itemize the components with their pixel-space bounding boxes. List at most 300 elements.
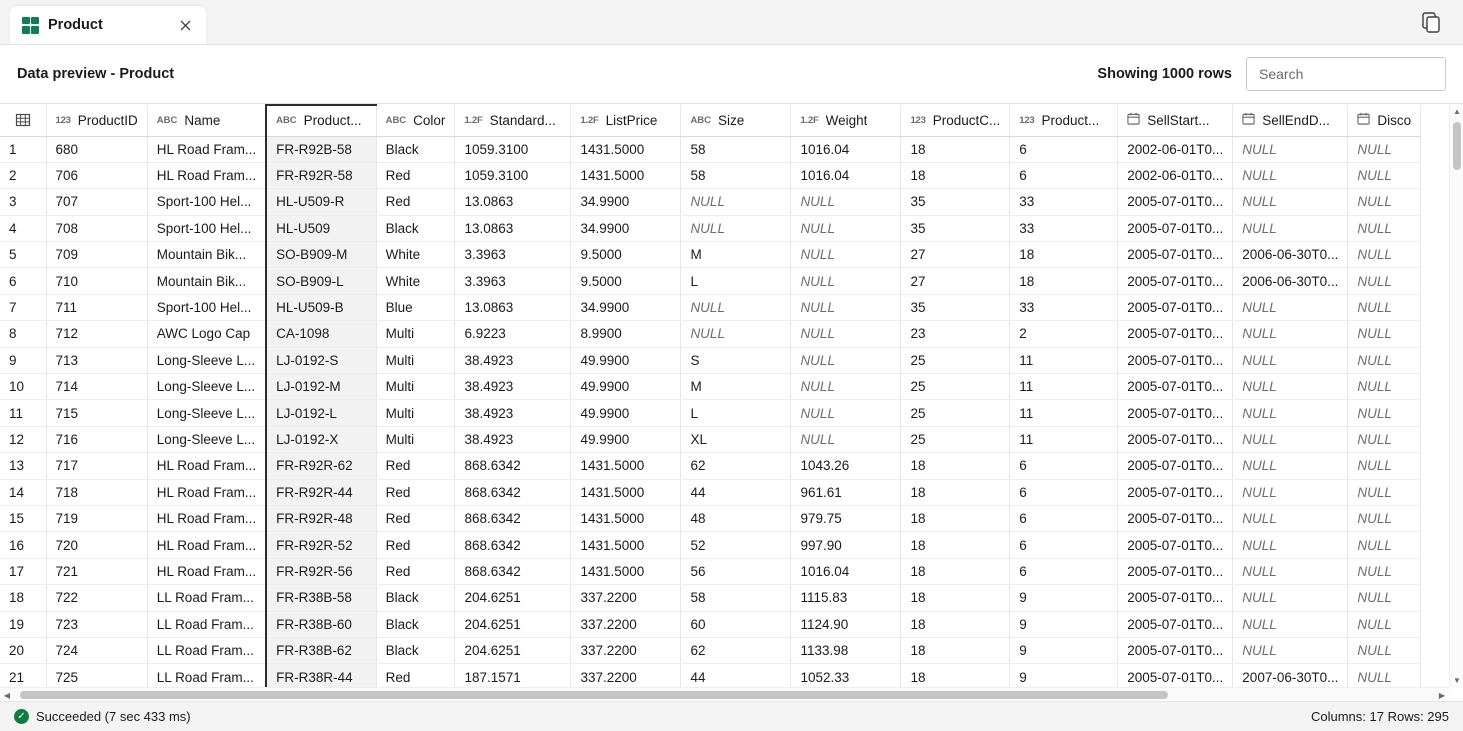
tab-product[interactable]: [10, 6, 206, 44]
row-number[interactable]: 5: [0, 242, 46, 268]
table-cell[interactable]: 868.6342: [455, 479, 571, 505]
column-header-weight[interactable]: [791, 105, 901, 136]
table-cell[interactable]: 1431.5000: [571, 479, 681, 505]
table-cell[interactable]: 2005-07-01T0...: [1118, 505, 1233, 531]
table-cell[interactable]: 720: [46, 532, 147, 558]
table-cell[interactable]: 3.3963: [455, 242, 571, 268]
table-cell[interactable]: 27: [901, 242, 1010, 268]
table-cell[interactable]: NULL: [1348, 162, 1421, 188]
table-cell[interactable]: Black: [376, 637, 455, 663]
table-cell[interactable]: 13.0863: [455, 294, 571, 320]
table-cell[interactable]: 2005-07-01T0...: [1118, 215, 1233, 241]
table-cell[interactable]: 6: [1010, 505, 1118, 531]
table-cell[interactable]: 1059.3100: [455, 136, 571, 162]
scroll-right-icon[interactable]: ▶: [1438, 690, 1446, 700]
table-row[interactable]: [0, 242, 1421, 268]
table-cell[interactable]: 49.9900: [571, 426, 681, 452]
table-cell[interactable]: 2005-07-01T0...: [1118, 585, 1233, 611]
table-cell[interactable]: 868.6342: [455, 453, 571, 479]
table-cell[interactable]: 6: [1010, 453, 1118, 479]
table-cell[interactable]: 18: [901, 136, 1010, 162]
table-cell[interactable]: NULL: [1348, 453, 1421, 479]
table-cell[interactable]: 35: [901, 294, 1010, 320]
table-cell[interactable]: NULL: [1233, 189, 1348, 215]
table-cell[interactable]: NULL: [791, 426, 901, 452]
table-cell[interactable]: 711: [46, 294, 147, 320]
table-cell[interactable]: Red: [376, 189, 455, 215]
table-cell[interactable]: 11: [1010, 426, 1118, 452]
table-cell[interactable]: L: [681, 400, 791, 426]
table-row[interactable]: [0, 374, 1421, 400]
row-number[interactable]: 17: [0, 558, 46, 584]
table-cell[interactable]: 1016.04: [791, 558, 901, 584]
table-row[interactable]: [0, 453, 1421, 479]
table-cell[interactable]: 27: [901, 268, 1010, 294]
table-cell[interactable]: FR-R92R-48: [266, 505, 376, 531]
table-cell[interactable]: 961.61: [791, 479, 901, 505]
table-cell[interactable]: NULL: [681, 294, 791, 320]
table-cell[interactable]: HL Road Fram...: [147, 532, 266, 558]
table-cell[interactable]: LL Road Fram...: [147, 664, 266, 690]
table-row[interactable]: [0, 136, 1421, 162]
table-cell[interactable]: 25: [901, 400, 1010, 426]
row-number[interactable]: 7: [0, 294, 46, 320]
copy-icon[interactable]: [1419, 10, 1443, 34]
table-cell[interactable]: 25: [901, 347, 1010, 373]
table-cell[interactable]: 25: [901, 426, 1010, 452]
table-cell[interactable]: 1431.5000: [571, 532, 681, 558]
table-cell[interactable]: 38.4923: [455, 347, 571, 373]
table-cell[interactable]: 716: [46, 426, 147, 452]
table-cell[interactable]: 18: [901, 162, 1010, 188]
table-cell[interactable]: 48: [681, 505, 791, 531]
table-cell[interactable]: 6: [1010, 162, 1118, 188]
table-cell[interactable]: NULL: [1348, 215, 1421, 241]
table-cell[interactable]: 23: [901, 321, 1010, 347]
table-cell[interactable]: 18: [901, 637, 1010, 663]
table-cell[interactable]: NULL: [1348, 532, 1421, 558]
table-cell[interactable]: NULL: [1233, 136, 1348, 162]
table-cell[interactable]: 18: [1010, 242, 1118, 268]
table-cell[interactable]: 706: [46, 162, 147, 188]
row-number[interactable]: 11: [0, 400, 46, 426]
table-cell[interactable]: NULL: [1233, 294, 1348, 320]
table-cell[interactable]: NULL: [681, 321, 791, 347]
table-cell[interactable]: Black: [376, 585, 455, 611]
table-cell[interactable]: NULL: [1233, 611, 1348, 637]
table-cell[interactable]: 2005-07-01T0...: [1118, 189, 1233, 215]
table-cell[interactable]: 9: [1010, 611, 1118, 637]
table-cell[interactable]: 6: [1010, 558, 1118, 584]
table-cell[interactable]: 6: [1010, 136, 1118, 162]
table-cell[interactable]: 2005-07-01T0...: [1118, 400, 1233, 426]
table-cell[interactable]: Multi: [376, 426, 455, 452]
table-cell[interactable]: NULL: [791, 347, 901, 373]
table-cell[interactable]: NULL: [791, 189, 901, 215]
table-cell[interactable]: Black: [376, 136, 455, 162]
table-cell[interactable]: S: [681, 347, 791, 373]
table-cell[interactable]: 6: [1010, 479, 1118, 505]
table-cell[interactable]: 13.0863: [455, 189, 571, 215]
table-cell[interactable]: NULL: [1348, 585, 1421, 611]
scroll-up-icon[interactable]: ▲: [1453, 106, 1461, 116]
table-cell[interactable]: 18: [1010, 268, 1118, 294]
table-cell[interactable]: 49.9900: [571, 400, 681, 426]
table-row[interactable]: [0, 400, 1421, 426]
table-cell[interactable]: NULL: [1348, 426, 1421, 452]
row-number[interactable]: 6: [0, 268, 46, 294]
table-cell[interactable]: 2005-07-01T0...: [1118, 611, 1233, 637]
table-cell[interactable]: NULL: [791, 215, 901, 241]
table-cell[interactable]: Multi: [376, 374, 455, 400]
table-cell[interactable]: NULL: [1233, 637, 1348, 663]
search-input[interactable]: [1257, 65, 1435, 83]
table-cell[interactable]: 721: [46, 558, 147, 584]
table-cell[interactable]: 2006-06-30T0...: [1233, 242, 1348, 268]
table-cell[interactable]: NULL: [1348, 136, 1421, 162]
table-cell[interactable]: HL Road Fram...: [147, 479, 266, 505]
table-cell[interactable]: Multi: [376, 400, 455, 426]
table-cell[interactable]: 2005-07-01T0...: [1118, 374, 1233, 400]
table-cell[interactable]: 723: [46, 611, 147, 637]
table-cell[interactable]: 337.2200: [571, 611, 681, 637]
table-cell[interactable]: 1431.5000: [571, 162, 681, 188]
table-cell[interactable]: Red: [376, 505, 455, 531]
column-header-productc[interactable]: [901, 105, 1010, 136]
table-cell[interactable]: 35: [901, 215, 1010, 241]
search-box[interactable]: [1246, 57, 1446, 91]
table-cell[interactable]: 6.9223: [455, 321, 571, 347]
table-cell[interactable]: 58: [681, 136, 791, 162]
row-number[interactable]: 19: [0, 611, 46, 637]
row-number[interactable]: 9: [0, 347, 46, 373]
table-row[interactable]: [0, 532, 1421, 558]
table-cell[interactable]: LL Road Fram...: [147, 611, 266, 637]
table-cell[interactable]: LL Road Fram...: [147, 585, 266, 611]
table-cell[interactable]: White: [376, 242, 455, 268]
table-cell[interactable]: 2005-07-01T0...: [1118, 268, 1233, 294]
table-cell[interactable]: 58: [681, 162, 791, 188]
row-number[interactable]: 4: [0, 215, 46, 241]
table-cell[interactable]: 1431.5000: [571, 136, 681, 162]
table-cell[interactable]: 1431.5000: [571, 505, 681, 531]
table-cell[interactable]: NULL: [1233, 321, 1348, 347]
table-cell[interactable]: 722: [46, 585, 147, 611]
table-cell[interactable]: Multi: [376, 321, 455, 347]
table-cell[interactable]: 2005-07-01T0...: [1118, 321, 1233, 347]
table-cell[interactable]: 18: [901, 453, 1010, 479]
table-cell[interactable]: Red: [376, 453, 455, 479]
row-number[interactable]: 13: [0, 453, 46, 479]
table-cell[interactable]: 38.4923: [455, 400, 571, 426]
table-cell[interactable]: HL Road Fram...: [147, 162, 266, 188]
table-cell[interactable]: M: [681, 242, 791, 268]
table-cell[interactable]: 9: [1010, 585, 1118, 611]
row-number[interactable]: 14: [0, 479, 46, 505]
row-number[interactable]: 20: [0, 637, 46, 663]
table-cell[interactable]: 44: [681, 664, 791, 690]
table-cell[interactable]: NULL: [1348, 479, 1421, 505]
table-cell[interactable]: L: [681, 268, 791, 294]
table-cell[interactable]: SO-B909-M: [266, 242, 376, 268]
table-cell[interactable]: NULL: [1348, 611, 1421, 637]
table-row[interactable]: [0, 426, 1421, 452]
grid-corner-header[interactable]: [0, 105, 46, 136]
table-cell[interactable]: 868.6342: [455, 558, 571, 584]
table-cell[interactable]: 713: [46, 347, 147, 373]
table-cell[interactable]: Long-Sleeve L...: [147, 400, 266, 426]
table-cell[interactable]: 337.2200: [571, 585, 681, 611]
table-cell[interactable]: NULL: [1348, 505, 1421, 531]
table-cell[interactable]: 62: [681, 637, 791, 663]
table-cell[interactable]: NULL: [791, 294, 901, 320]
table-cell[interactable]: 25: [901, 374, 1010, 400]
table-cell[interactable]: 715: [46, 400, 147, 426]
table-cell[interactable]: 9.5000: [571, 268, 681, 294]
column-header-listprice[interactable]: [571, 105, 681, 136]
table-cell[interactable]: 2005-07-01T0...: [1118, 294, 1233, 320]
table-cell[interactable]: NULL: [1233, 215, 1348, 241]
row-number[interactable]: 8: [0, 321, 46, 347]
table-cell[interactable]: Sport-100 Hel...: [147, 294, 266, 320]
table-cell[interactable]: 997.90: [791, 532, 901, 558]
table-row[interactable]: [0, 637, 1421, 663]
table-cell[interactable]: NULL: [1348, 321, 1421, 347]
table-cell[interactable]: Red: [376, 558, 455, 584]
table-cell[interactable]: NULL: [681, 215, 791, 241]
vertical-scrollbar[interactable]: [1449, 104, 1463, 687]
column-header-disco[interactable]: [1348, 105, 1421, 136]
table-row[interactable]: [0, 479, 1421, 505]
table-cell[interactable]: NULL: [1348, 637, 1421, 663]
table-cell[interactable]: 33: [1010, 294, 1118, 320]
table-row[interactable]: [0, 268, 1421, 294]
table-cell[interactable]: NULL: [1233, 585, 1348, 611]
table-cell[interactable]: NULL: [1348, 242, 1421, 268]
table-cell[interactable]: Black: [376, 215, 455, 241]
table-cell[interactable]: 2002-06-01T0...: [1118, 136, 1233, 162]
table-cell[interactable]: 717: [46, 453, 147, 479]
table-row[interactable]: [0, 558, 1421, 584]
table-cell[interactable]: Sport-100 Hel...: [147, 215, 266, 241]
table-cell[interactable]: 680: [46, 136, 147, 162]
table-cell[interactable]: Long-Sleeve L...: [147, 347, 266, 373]
table-cell[interactable]: 718: [46, 479, 147, 505]
table-cell[interactable]: 2005-07-01T0...: [1118, 664, 1233, 690]
table-cell[interactable]: Red: [376, 532, 455, 558]
table-cell[interactable]: NULL: [791, 242, 901, 268]
row-number[interactable]: 21: [0, 664, 46, 690]
table-cell[interactable]: 1016.04: [791, 162, 901, 188]
table-cell[interactable]: 18: [901, 585, 1010, 611]
table-cell[interactable]: 2005-07-01T0...: [1118, 637, 1233, 663]
table-cell[interactable]: HL-U509-B: [266, 294, 376, 320]
table-cell[interactable]: NULL: [1233, 505, 1348, 531]
table-cell[interactable]: 18: [901, 479, 1010, 505]
table-cell[interactable]: LL Road Fram...: [147, 637, 266, 663]
horizontal-scroll-thumb[interactable]: [20, 691, 1168, 699]
row-number[interactable]: 15: [0, 505, 46, 531]
table-cell[interactable]: 33: [1010, 189, 1118, 215]
table-cell[interactable]: Long-Sleeve L...: [147, 426, 266, 452]
table-cell[interactable]: 1043.26: [791, 453, 901, 479]
scroll-left-icon[interactable]: ◀: [3, 690, 11, 700]
table-cell[interactable]: 49.9900: [571, 347, 681, 373]
table-cell[interactable]: Mountain Bik...: [147, 242, 266, 268]
table-row[interactable]: [0, 347, 1421, 373]
table-cell[interactable]: 1052.33: [791, 664, 901, 690]
table-cell[interactable]: HL-U509: [266, 215, 376, 241]
table-cell[interactable]: 979.75: [791, 505, 901, 531]
table-cell[interactable]: M: [681, 374, 791, 400]
table-cell[interactable]: NULL: [1233, 453, 1348, 479]
table-cell[interactable]: NULL: [1348, 294, 1421, 320]
table-cell[interactable]: 710: [46, 268, 147, 294]
table-cell[interactable]: 58: [681, 585, 791, 611]
column-header-standard[interactable]: [455, 105, 571, 136]
table-cell[interactable]: NULL: [1348, 664, 1421, 690]
table-cell[interactable]: Red: [376, 162, 455, 188]
table-cell[interactable]: 34.9900: [571, 294, 681, 320]
column-header-productid[interactable]: [46, 105, 147, 136]
table-cell[interactable]: HL Road Fram...: [147, 558, 266, 584]
table-cell[interactable]: Red: [376, 479, 455, 505]
table-cell[interactable]: NULL: [1233, 558, 1348, 584]
table-cell[interactable]: 2: [1010, 321, 1118, 347]
table-cell[interactable]: NULL: [1348, 374, 1421, 400]
table-cell[interactable]: 33: [1010, 215, 1118, 241]
table-cell[interactable]: 724: [46, 637, 147, 663]
table-cell[interactable]: 9.5000: [571, 242, 681, 268]
row-number[interactable]: 12: [0, 426, 46, 452]
column-header-product[interactable]: [1010, 105, 1118, 136]
table-cell[interactable]: HL Road Fram...: [147, 505, 266, 531]
table-cell[interactable]: 44: [681, 479, 791, 505]
vertical-scroll-thumb[interactable]: [1453, 122, 1461, 170]
table-cell[interactable]: 18: [901, 532, 1010, 558]
table-cell[interactable]: NULL: [1348, 558, 1421, 584]
table-cell[interactable]: 337.2200: [571, 664, 681, 690]
table-cell[interactable]: NULL: [1233, 426, 1348, 452]
table-cell[interactable]: 187.1571: [455, 664, 571, 690]
row-number[interactable]: 10: [0, 374, 46, 400]
table-cell[interactable]: HL-U509-R: [266, 189, 376, 215]
table-cell[interactable]: 2005-07-01T0...: [1118, 532, 1233, 558]
table-cell[interactable]: NULL: [791, 400, 901, 426]
table-cell[interactable]: NULL: [1348, 347, 1421, 373]
table-cell[interactable]: 204.6251: [455, 585, 571, 611]
row-number[interactable]: 18: [0, 585, 46, 611]
table-cell[interactable]: 712: [46, 321, 147, 347]
table-cell[interactable]: 9: [1010, 637, 1118, 663]
table-cell[interactable]: 2007-06-30T0...: [1233, 664, 1348, 690]
table-cell[interactable]: 18: [901, 558, 1010, 584]
table-cell[interactable]: FR-R38B-60: [266, 611, 376, 637]
table-cell[interactable]: NULL: [791, 374, 901, 400]
table-cell[interactable]: NULL: [1233, 162, 1348, 188]
table-cell[interactable]: 18: [901, 664, 1010, 690]
table-cell[interactable]: 725: [46, 664, 147, 690]
row-number[interactable]: 1: [0, 136, 46, 162]
row-number[interactable]: 3: [0, 189, 46, 215]
table-cell[interactable]: FR-R92R-58: [266, 162, 376, 188]
table-cell[interactable]: 868.6342: [455, 505, 571, 531]
table-cell[interactable]: 13.0863: [455, 215, 571, 241]
table-cell[interactable]: HL Road Fram...: [147, 453, 266, 479]
table-cell[interactable]: 2005-07-01T0...: [1118, 426, 1233, 452]
table-cell[interactable]: FR-R38R-44: [266, 664, 376, 690]
table-cell[interactable]: 34.9900: [571, 215, 681, 241]
table-cell[interactable]: 2002-06-01T0...: [1118, 162, 1233, 188]
column-header-color[interactable]: [376, 105, 455, 136]
table-cell[interactable]: NULL: [1233, 479, 1348, 505]
table-cell[interactable]: 34.9900: [571, 189, 681, 215]
table-cell[interactable]: White: [376, 268, 455, 294]
table-cell[interactable]: CA-1098: [266, 321, 376, 347]
table-cell[interactable]: 60: [681, 611, 791, 637]
table-cell[interactable]: NULL: [1233, 374, 1348, 400]
table-cell[interactable]: 1115.83: [791, 585, 901, 611]
column-header-sellstart[interactable]: [1118, 105, 1233, 136]
table-cell[interactable]: 11: [1010, 347, 1118, 373]
table-cell[interactable]: Red: [376, 664, 455, 690]
table-cell[interactable]: 62: [681, 453, 791, 479]
row-number[interactable]: 16: [0, 532, 46, 558]
table-cell[interactable]: LJ-0192-X: [266, 426, 376, 452]
table-cell[interactable]: 204.6251: [455, 611, 571, 637]
table-row[interactable]: [0, 611, 1421, 637]
column-header-sellendd[interactable]: [1233, 105, 1348, 136]
horizontal-scrollbar[interactable]: [0, 687, 1449, 701]
table-cell[interactable]: Blue: [376, 294, 455, 320]
table-cell[interactable]: 11: [1010, 374, 1118, 400]
table-cell[interactable]: 719: [46, 505, 147, 531]
table-row[interactable]: [0, 162, 1421, 188]
table-cell[interactable]: FR-R92R-62: [266, 453, 376, 479]
table-cell[interactable]: 1016.04: [791, 136, 901, 162]
table-cell[interactable]: Multi: [376, 347, 455, 373]
table-cell[interactable]: LJ-0192-S: [266, 347, 376, 373]
column-header-size[interactable]: [681, 105, 791, 136]
table-cell[interactable]: FR-R92R-52: [266, 532, 376, 558]
column-header-product[interactable]: [266, 105, 376, 136]
table-cell[interactable]: NULL: [791, 321, 901, 347]
table-cell[interactable]: Black: [376, 611, 455, 637]
table-cell[interactable]: 707: [46, 189, 147, 215]
table-cell[interactable]: NULL: [1233, 347, 1348, 373]
table-cell[interactable]: SO-B909-L: [266, 268, 376, 294]
table-cell[interactable]: 708: [46, 215, 147, 241]
table-cell[interactable]: Long-Sleeve L...: [147, 374, 266, 400]
data-grid[interactable]: [0, 103, 1463, 701]
table-cell[interactable]: 56: [681, 558, 791, 584]
table-cell[interactable]: 18: [901, 505, 1010, 531]
table-cell[interactable]: 8.9900: [571, 321, 681, 347]
table-cell[interactable]: 2006-06-30T0...: [1233, 268, 1348, 294]
table-cell[interactable]: 2005-07-01T0...: [1118, 242, 1233, 268]
table-cell[interactable]: 18: [901, 611, 1010, 637]
table-cell[interactable]: 1133.98: [791, 637, 901, 663]
table-cell[interactable]: 337.2200: [571, 637, 681, 663]
scroll-down-icon[interactable]: ▼: [1453, 675, 1461, 685]
table-row[interactable]: [0, 294, 1421, 320]
table-cell[interactable]: Sport-100 Hel...: [147, 189, 266, 215]
table-row[interactable]: [0, 321, 1421, 347]
table-cell[interactable]: FR-R92R-56: [266, 558, 376, 584]
table-cell[interactable]: 2005-07-01T0...: [1118, 479, 1233, 505]
table-cell[interactable]: LJ-0192-L: [266, 400, 376, 426]
table-cell[interactable]: NULL: [1233, 532, 1348, 558]
